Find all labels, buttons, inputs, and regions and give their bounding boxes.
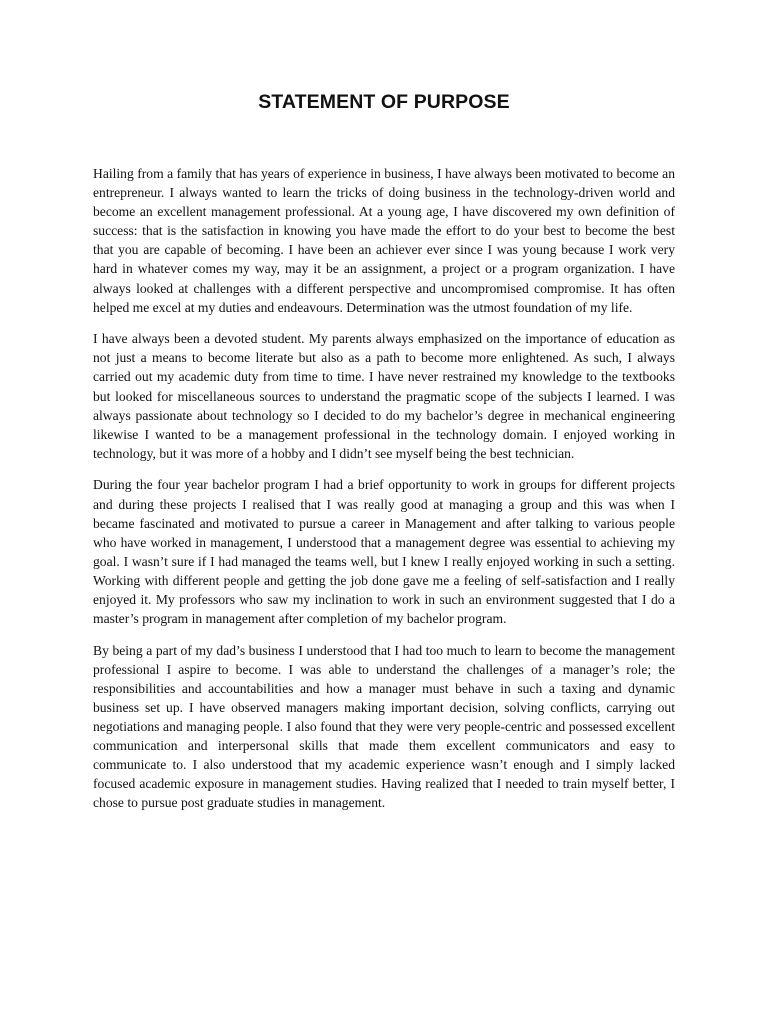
page-title: STATEMENT OF PURPOSE xyxy=(258,91,510,113)
paragraph-2: I have always been a devoted student. My parents always emphasized on the importance of education as not just a means to become literate but also as a path to become more enlightened. As such, I always carried out my academic duty from time to time. I have never restrained my knowledge to the textbooks but looked for miscellaneous sources to understand the pragmatic scope of the subjects I learned. I was always passionate about technology so I decided to do my bachelor’s degree in mechanical engineering likewise I wanted to be a management professional in the technology domain. I enjoyed working in technology, but it was more of a hobby and I didn’t see myself being the best technician. xyxy=(93,331,675,461)
document-body xyxy=(93,164,675,825)
paragraph-4: By being a part of my dad’s business I understood that I had too much to learn to become the management professional I aspire to become. I was able to understand the challenges of a manager’s role; the responsibilities and accountabilities and how a manager must behave in such a taxing and dynamic business set up. I have observed managers making important decision, solving conflicts, carrying out negotiations and managing people. I also found that they were very people-centric and possessed excellent communication and interpersonal skills that made them excellent communicators and easy to communicate to. I also understood that my academic experience wasn’t enough and I simply lacked focused academic exposure in management studies. Having realized that I needed to train myself better, I chose to pursue post graduate studies in management. xyxy=(93,642,675,811)
paragraph-1: Hailing from a family that has years of experience in business, I have always been motivated to become an entrepreneur. I always wanted to learn the tricks of doing business in the technology-driven world and become an excellent management professional. At a young age, I have discovered my own definition of success: that is the satisfaction in knowing you have made the effort to do your best to become the best that you are capable of becoming. I have been an achiever ever since I was young because I work very hard in whatever comes my way, may it be an assignment, a project or a program organization. I have always looked at challenges with a different perspective and uncompromised compromise. It has often helped me excel at my duties and endeavours. Determination was the utmost foundation of my life. xyxy=(93,166,675,315)
paragraph-3: During the four year bachelor program I had a brief opportunity to work in groups for different projects and during these projects I realised that I was really good at managing a group and this was when I became fascinated and motivated to pursue a career in Management and after talking to various people who have worked in management, I understood that a management degree was essential to achieving my goal. I wasn’t sure if I had managed the teams well, but I knew I really enjoyed working in such a setting. Working with different people and getting the job done gave me a feeling of self-satisfaction and I really enjoyed it. My professors who saw my inclination to work in such an environment suggested that I do a master’s program in management after completion of my bachelor program. xyxy=(93,477,675,627)
